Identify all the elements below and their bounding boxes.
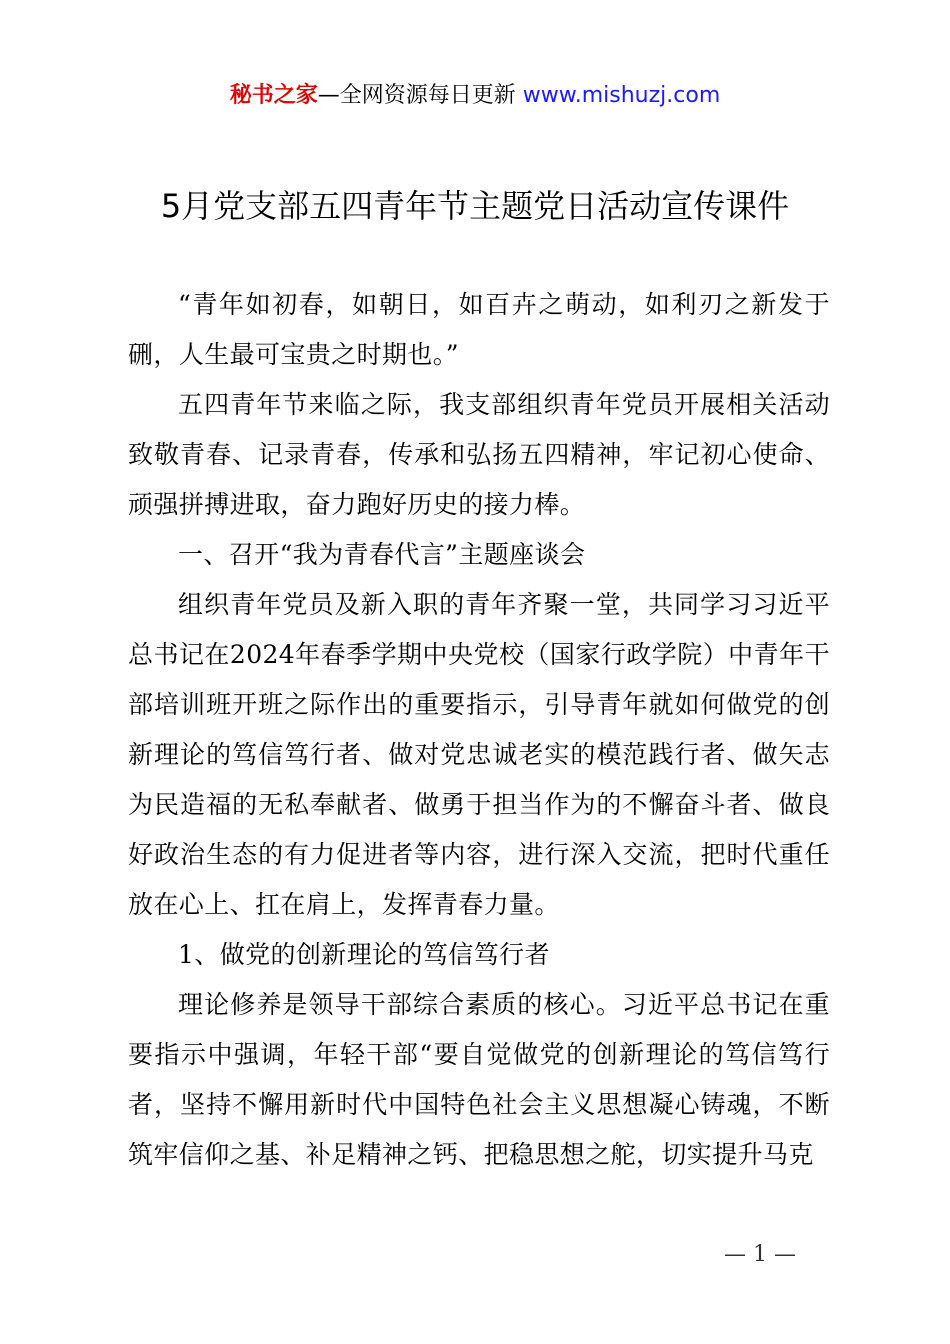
page-number: — 1 —: [724, 1242, 796, 1267]
brand-name: 秘书之家: [229, 83, 318, 108]
document-body: [128, 280, 830, 1180]
header-tagline: —全网资源每日更新: [317, 83, 523, 108]
site-header: [0, 80, 950, 112]
paragraph-section-1: 组织青年党员及新入职的青年齐聚一堂，共同学习习近平总书记在2024年春季学期中央党校（国家行政学院）中青年干部培训班开班之际作出的重要指示，引导青年就如何做党的创新理论的笃信笃行者、做对党忠诚老实的模范践行者、做矢志为民造福的无私奉献者、做勇于担当作为的不懈奋斗者、做良好政治生态的有力促进者等内容，进行深入交流，把时代重任放在心上、扛在肩上，发挥青春力量。: [128, 590, 830, 919]
paragraph-subsection-1: 理论修养是领导干部综合素质的核心。习近平总书记在重要指示中强调，年轻干部“要自觉做党的创新理论的笃信笃行者，坚持不懈用新时代中国特色社会主义思想凝心铸魂，不断筑牢信仰之基、补足精神之钙、把稳思想之舵，切实提升马克: [128, 990, 830, 1169]
section-heading-1: 一、召开“我为青春代言”主题座谈会: [178, 540, 586, 569]
subsection-heading-1: 1、做党的创新理论的笃信笃行者: [178, 940, 550, 969]
paragraph-intro: 五四青年节来临之际，我支部组织青年党员开展相关活动致敬青春、记录青春，传承和弘扬五四精神，牢记初心使命、顽强拼搏进取，奋力跑好历史的接力棒。: [128, 390, 830, 519]
document-title: 5月党支部五四青年节主题党日活动宣传课件: [160, 187, 790, 225]
paragraph-quote: “青年如初春，如朝日，如百卉之萌动，如利刃之新发于硎，人生最可宝贵之时期也。”: [128, 290, 830, 369]
site-url-link[interactable]: www.mishuzj.com: [522, 83, 721, 108]
